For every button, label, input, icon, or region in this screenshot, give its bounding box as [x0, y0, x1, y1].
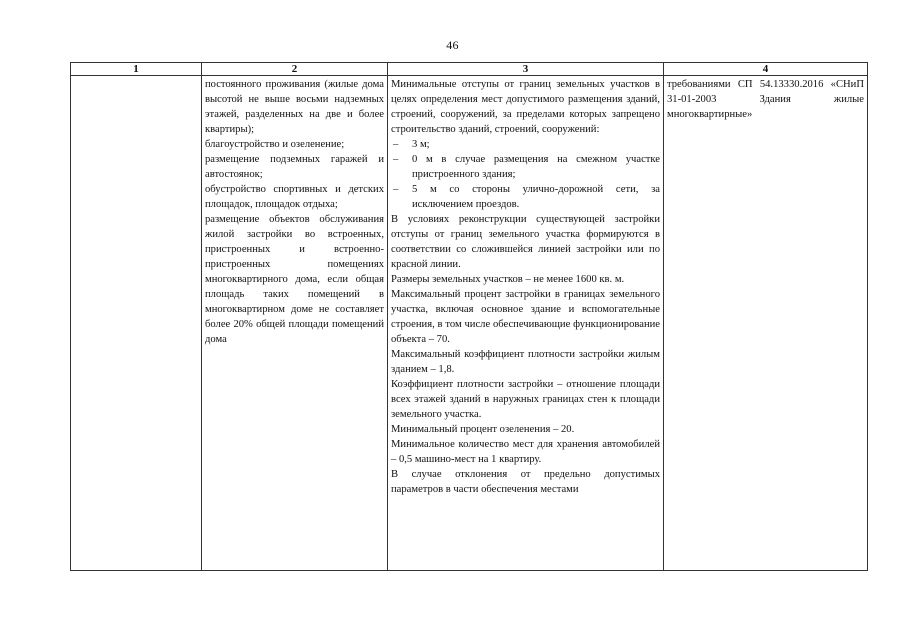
page-number: 46: [446, 38, 459, 52]
parameter-paragraph: Максимальный коэффициент плотности застройки жилым зданием – 1,8.: [391, 349, 660, 375]
regulations-table: [70, 62, 868, 571]
parameter-paragraph: Размеры земельных участков – не менее 1600 кв. м.: [391, 274, 625, 285]
use-item: размещение подземных гаражей и автостоянок;: [205, 154, 384, 180]
parameter-paragraph: Минимальное количество мест для хранения автомобилей – 0,5 машино-мест на 1 квартиру.: [391, 439, 660, 465]
table-row: [71, 76, 868, 571]
column-header-4: 4: [664, 63, 868, 76]
column-header-1: 1: [71, 63, 202, 76]
dash-bullet: –: [393, 154, 399, 165]
header-row: [71, 63, 868, 76]
requirements-text: требованиями СП 54.13330.2016 «СНиП 31-01-2003 Здания жилые многоквартирные»: [667, 79, 864, 120]
dash-bullet: –: [393, 139, 399, 150]
column-header-2: 2: [202, 63, 388, 76]
parameter-paragraph: В условиях реконструкции существующей застройки отступы от границ земельного участка формируются в соответствии со сложившейся линией застройки или по красной линии.: [391, 214, 660, 270]
dash-bullet: –: [393, 184, 399, 195]
list-item: [391, 182, 660, 212]
list-item-text: 0 м в случае размещения на смежном участке пристроенного здания;: [412, 154, 660, 180]
parameter-paragraph: Минимальный процент озеленения – 20.: [391, 424, 575, 435]
cell-col1: [71, 76, 202, 571]
column-header-3: 3: [388, 63, 664, 76]
setback-list: [391, 137, 660, 212]
parameter-paragraph: В случае отклонения от предельно допустимых параметров в части обеспечения местами: [391, 469, 660, 495]
parameter-paragraph: Максимальный процент застройки в границах земельного участка, включая основное здание и вспомогательные строения, в том числе обеспечивающие функционирование объекта – 70.: [391, 289, 660, 345]
list-item: [391, 137, 660, 152]
parameter-paragraph: Коэффициент плотности застройки – отношение площади всех этажей зданий в наружных границах стен к площади земельного участка.: [391, 379, 660, 420]
list-item-text: 3 м;: [412, 139, 430, 150]
setback-intro: Минимальные отступы от границ земельных участков в целях определения мест допустимого размещения зданий, строений, сооружений, за пределами которых запрещено строительство зданий, строений, сооружений:: [391, 79, 660, 135]
use-item: размещение объектов обслуживания жилой застройки во встроенных, пристроенных и встроенно-пристроенных помещениях многоквартирного дома, если общая площадь таких помещений в многоквартирном доме не составляет более 20% общей площади помещений дома: [205, 214, 384, 345]
cell-parameters: [388, 76, 664, 571]
cell-requirements: [664, 76, 868, 571]
list-item-text: 5 м со стороны улично-дорожной сети, за исключением проездов.: [412, 184, 660, 210]
cell-permitted-uses: [202, 76, 388, 571]
use-item: благоустройство и озеленение;: [205, 139, 345, 150]
use-item: постоянного проживания (жилые дома высотой не выше восьми надземных этажей, разделенных на две и более квартиры);: [205, 79, 384, 135]
use-item: обустройство спортивных и детских площадок, площадок отдыха;: [205, 184, 384, 210]
list-item: [391, 152, 660, 182]
